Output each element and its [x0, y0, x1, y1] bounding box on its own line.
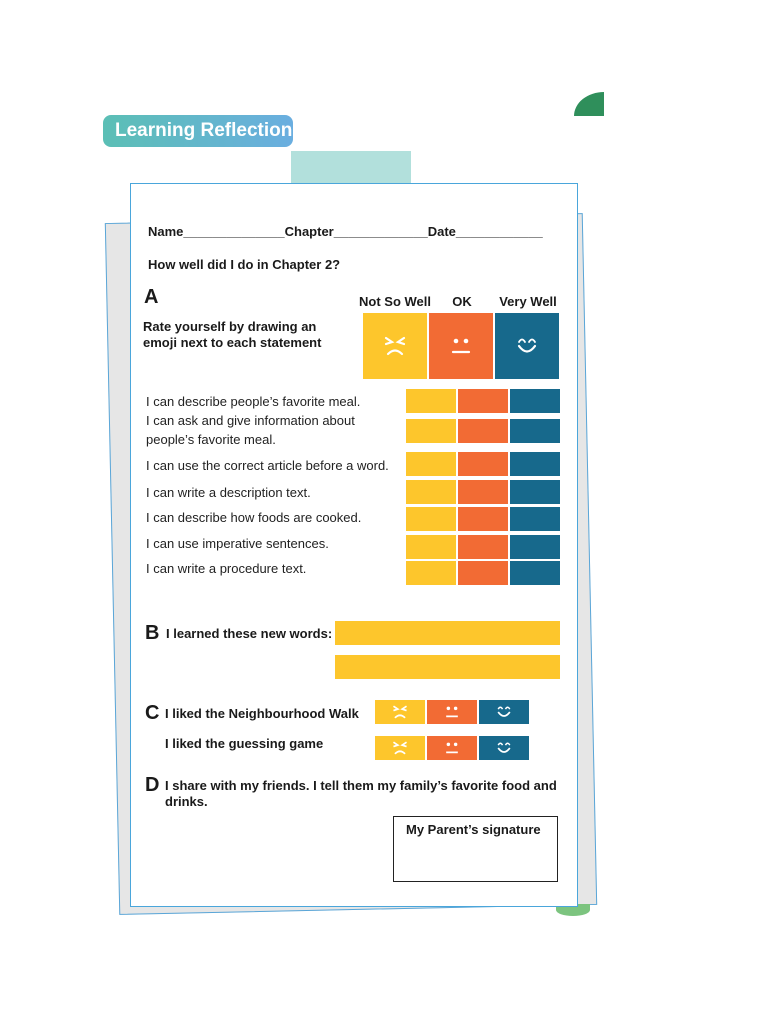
neutral-face-icon [448, 335, 474, 357]
rating-row-2[interactable] [406, 419, 562, 443]
reflection-sheet [130, 183, 578, 907]
new-words-field-1[interactable] [335, 621, 560, 645]
rating-row-4[interactable] [406, 480, 562, 504]
sad-face-icon[interactable] [375, 736, 425, 760]
paper-tab [291, 151, 411, 185]
section-d-text: I share with my friends. I tell them my family’s favorite food and drinks. [165, 778, 557, 809]
happy-face-icon[interactable] [479, 736, 529, 760]
rating-row-3[interactable] [406, 452, 562, 476]
section-b-letter: B [145, 622, 160, 644]
statement-1: I can describe people’s favorite meal. [146, 394, 361, 409]
rating-neighbourhood-walk[interactable] [375, 700, 531, 724]
name-chapter-date-line: Name______________Chapter_____________Date____________ [148, 224, 543, 239]
section-d-letter: D [145, 774, 160, 796]
statement-5: I can describe how foods are cooked. [146, 510, 362, 525]
section-c-item-1: I liked the Neighbourhood Walk [165, 706, 359, 721]
rating-guessing-game[interactable] [375, 736, 531, 760]
rating-row-5[interactable] [406, 507, 562, 531]
scale-label-very-well: Very Well [499, 294, 557, 309]
sad-face-icon [382, 335, 408, 357]
happy-face-icon [514, 335, 540, 357]
parent-signature-box[interactable] [393, 816, 558, 882]
neutral-face-icon[interactable] [427, 700, 477, 724]
statement-6: I can use imperative sentences. [146, 536, 329, 551]
very-well-box [495, 313, 559, 379]
page-title: Learning Reflection [103, 115, 293, 147]
happy-face-icon[interactable] [479, 700, 529, 724]
rating-row-1[interactable] [406, 389, 562, 413]
new-words-field-2[interactable] [335, 655, 560, 679]
section-b-label: I learned these new words: [166, 626, 333, 641]
not-so-well-box [363, 313, 427, 379]
question-heading: How well did I do in Chapter 2? [148, 257, 341, 272]
sad-face-icon[interactable] [375, 700, 425, 724]
rating-row-7[interactable] [406, 561, 562, 585]
scale-label-not-so-well: Not So Well [359, 294, 431, 309]
section-a-letter: A [144, 286, 159, 308]
leaf-decoration [574, 92, 604, 116]
statement-7: I can write a procedure text. [146, 561, 307, 576]
section-c-item-2: I liked the guessing game [165, 736, 324, 751]
section-c-letter: C [145, 702, 160, 724]
section-a-instruction: Rate yourself by drawing an emoji next to each statement [143, 319, 322, 350]
statement-4: I can write a description text. [146, 485, 311, 500]
ok-box [429, 313, 493, 379]
scale-label-ok: OK [452, 294, 472, 309]
statement-2: I can ask and give information about people’s favorite meal. [146, 413, 355, 447]
rating-row-6[interactable] [406, 535, 562, 559]
signature-label: My Parent’s signature [406, 822, 541, 837]
neutral-face-icon[interactable] [427, 736, 477, 760]
statement-3: I can use the correct article before a word. [146, 458, 389, 473]
